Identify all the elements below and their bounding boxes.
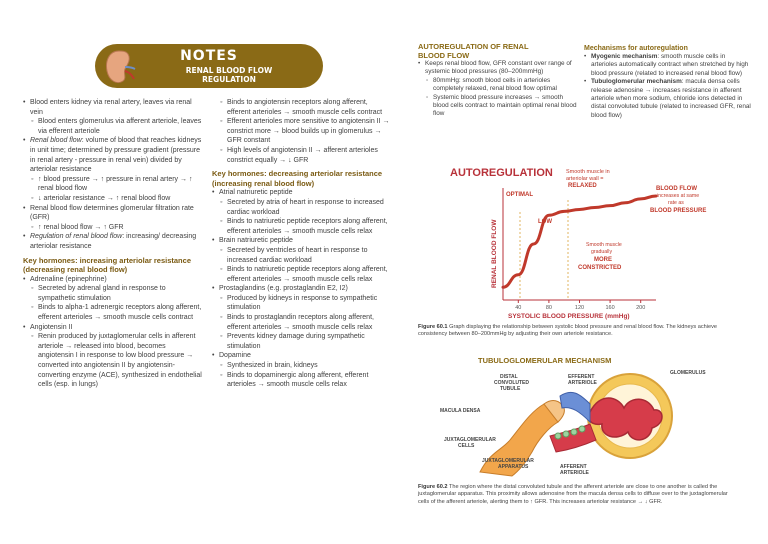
notes-subtitle: RENAL BLOOD FLOW REGULATION [185, 66, 273, 84]
mechanisms-heading: Mechanisms for autoregulation [584, 45, 688, 52]
annotation-relaxed: Smooth muscle in [566, 169, 610, 175]
list-item: ◦ Secreted by atria of heart in response to increased cardiac workload [212, 198, 392, 217]
list-item: • Myogenic mechanism: smooth muscle cells in arterioles automatically contract when stretched by high blood pressure (related to increased renal blood flow) [584, 53, 752, 78]
section-heading: Key hormones: increasing arteriolar resistance (decreasing renal blood flow) [23, 255, 191, 275]
label-jg-cells: CELLS [458, 443, 475, 449]
label-distal-tubule: DISTAL [500, 374, 518, 380]
list-item: ◦ Binds to prostaglandin receptors along afferent, efferent arterioles → smooth muscle cells relax [212, 313, 392, 332]
list-item: ◦ Binds to alpha-1 adrenergic receptors along afferent, efferent arterioles → smooth muscle cells contract [23, 303, 203, 322]
list-item: ◦ ↑ renal blood flow → ↑ GFR [23, 223, 203, 233]
label-jg-cells: JUXTAGLOMERULAR [444, 437, 496, 443]
list-item: ◦ ↑ blood pressure → ↑ pressure in renal artery → ↑ renal blood flow [23, 175, 203, 194]
label-glomerulus: GLOMERULUS [670, 370, 706, 376]
autoregulation-heading: AUTOREGULATION OF RENAL BLOOD FLOW [418, 42, 529, 60]
annotation-low: LOW [538, 219, 552, 225]
list-item: • Renal blood flow: volume of blood that reaches kidneys in unit time; determined by pressure gradient (pressure in renal artery - pressure in renal vein) divided by arteriolar resistance [23, 136, 203, 174]
list-item: ◦ Binds to natriuretic peptide receptors along afferent, efferent arterioles → smooth muscle cells relax [212, 217, 392, 236]
jg-cell [563, 431, 569, 437]
chart-title: AUTOREGULATION [450, 167, 553, 179]
list-item: ◦ Renin produced by juxtaglomerular cells in afferent arteriole → released into blood, becomes angiotensin I in response to low blood pressure → converted into angiotensin II by angiotensin-converting enzyme (ACE), synthesized in endothelial cells (esp. in lungs) [23, 332, 203, 390]
annotation-constricted: gradually [591, 249, 613, 255]
x-tick-label: 120 [574, 305, 585, 311]
label-jg-apparatus: APPARATUS [498, 464, 529, 470]
list-item: ◦ Efferent arterioles more sensitive to angiotensin II → constrict more → blood builds up in glomerulus → GFR constant [212, 117, 392, 146]
list-item: ◦ Binds to angiotensin receptors along afferent, efferent arterioles → smooth muscle cells contract [212, 98, 392, 117]
x-tick-label: 160 [605, 305, 615, 311]
list-item: ◦ Produced by kidneys in response to sympathetic stimulation [212, 294, 392, 313]
list-item: ◦ Synthesized in brain, kidneys [212, 361, 392, 371]
list-item: • Atrial natriuretic peptide [212, 188, 392, 198]
list-item: ◦ Prevents kidney damage during sympathetic stimulation [212, 332, 392, 351]
autoregulation-chart [418, 160, 738, 320]
y-axis-label: RENAL BLOOD FLOW [491, 219, 498, 288]
label-macula-densa: MACULA DENSA [440, 408, 481, 414]
list-item: ◦ Blood enters glomerulus via afferent arteriole, leaves via efferent arteriole [23, 117, 203, 136]
list-item: ◦ Secreted by adrenal gland in response to sympathetic stimulation [23, 284, 203, 303]
x-tick-label: 80 [545, 305, 552, 311]
list-item: ◦ Secreted by ventricles of heart in response to increased cardiac workload [212, 246, 392, 265]
list-item: • Brain natriuretic peptide [212, 236, 392, 246]
list-item: ◦ Binds to dopaminergic along afferent, efferent arterioles → smooth muscle cells relax [212, 371, 392, 390]
list-item: • Tubuloglomerular mechanism: macula densa cells release adenosine → increases resistance in afferent arteriole when more sodium, chloride ions detected in distal convoluted tubule (related to increased GFR, renal blood flow) [584, 78, 752, 120]
notes-column-1 [23, 98, 203, 390]
list-item: • Dopamine [212, 351, 392, 361]
list-item: • Regulation of renal blood flow: increasing/ decreasing arteriolar resistance [23, 232, 203, 251]
list-item: • Prostaglandins (e.g. prostaglandin E2, I2) [212, 284, 392, 294]
annotation-constricted: CONSTRICTED [578, 265, 622, 271]
annotation-relaxed: arteriolar wall = [566, 176, 604, 182]
annotation-optimal: OPTIMAL [506, 192, 533, 198]
notes-title: NOTES [180, 48, 238, 64]
diagram-title: TUBULOGLOMERULAR MECHANISM [478, 356, 612, 365]
label-jg-apparatus: JUXTAGLOMERULAR [482, 458, 534, 464]
list-item: • Renal blood flow determines glomerular filtration rate (GFR) [23, 204, 203, 223]
annotation-constricted: Smooth muscle [586, 242, 622, 248]
label-afferent-arteriole: AFFERENT [560, 464, 587, 470]
list-item: • Angiotensin II [23, 323, 203, 333]
mechanisms-section [584, 44, 752, 120]
jg-cell [579, 426, 585, 432]
annotation-blood-flow: BLOOD PRESSURE [650, 208, 707, 214]
x-axis-label: SYSTOLIC BLOOD PRESSURE (mmHg) [508, 313, 630, 320]
label-efferent-arteriole: EFFERENT [568, 374, 595, 380]
notes-banner [95, 44, 323, 88]
tubuloglomerular-diagram [440, 352, 720, 480]
figure-60-2-caption: Figure 60.2 The region where the distal convoluted tubule and the afferent arteriole are close to one another is called the juxtaglomerular apparatus. This proximity allows adenosine from the macula densa cells to diffuse over to the juxtaglomerular cells of the afferent arteriole, alerting them to ↑ GFR. This increases arteriolar resistance → ↓ GFR. [418, 484, 728, 505]
annotation-relaxed: RELAXED [568, 183, 597, 189]
label-distal-tubule: TUBULE [500, 386, 521, 392]
label-efferent-arteriole: ARTERIOLE [568, 380, 597, 386]
jg-cell [571, 429, 577, 435]
list-item: ◦ High levels of angiotensin II → afferent arterioles constrict equally → ↓ GFR [212, 146, 392, 165]
annotation-blood-flow: BLOOD FLOW [656, 186, 697, 192]
list-item: ◦ ↓ arteriolar resistance → ↑ renal blood flow [23, 194, 203, 204]
x-tick-label: 40 [515, 305, 522, 311]
figure-60-1-caption: Figure 60.1 Graph displaying the relationship between systolic blood pressure and renal blood flow. The kidneys achieve consistency between 80–200mmHg by adjusting their own arteriole resistance. [418, 324, 718, 338]
list-item: • Blood enters kidney via renal artery, leaves via renal vein [23, 98, 203, 117]
jg-cell [555, 433, 561, 439]
x-tick-label: 200 [636, 305, 646, 311]
list-item: • Adrenaline (epinephrine) [23, 275, 203, 285]
autoregulation-section [418, 42, 578, 119]
notes-column-2 [212, 98, 392, 390]
list-item: ◦ Systemic blood pressure increases → smooth blood cells contract to maintain optimal renal blood flow [418, 94, 578, 119]
section-heading: Key hormones: decreasing arteriolar resistance (increasing renal blood flow) [212, 169, 383, 188]
annotation-blood-flow: increases at same [657, 193, 700, 199]
list-item: ◦ Binds to natriuretic peptide receptors along afferent, efferent arterioles → smooth muscle cells relax [212, 265, 392, 284]
annotation-constricted: MORE [594, 257, 612, 263]
label-afferent-arteriole: ARTERIOLE [560, 470, 589, 476]
list-item: ◦ 80mmHg: smooth blood cells in arterioles completely relaxed, renal blood flow optimal [418, 77, 578, 94]
annotation-blood-flow: rate as [668, 200, 684, 206]
label-distal-tubule: CONVOLUTED [494, 380, 529, 386]
list-item: • Keeps renal blood flow, GFR constant over range of systemic blood pressures (80–200mmHg) [418, 60, 578, 77]
renal-blood-flow-curve [503, 196, 656, 287]
